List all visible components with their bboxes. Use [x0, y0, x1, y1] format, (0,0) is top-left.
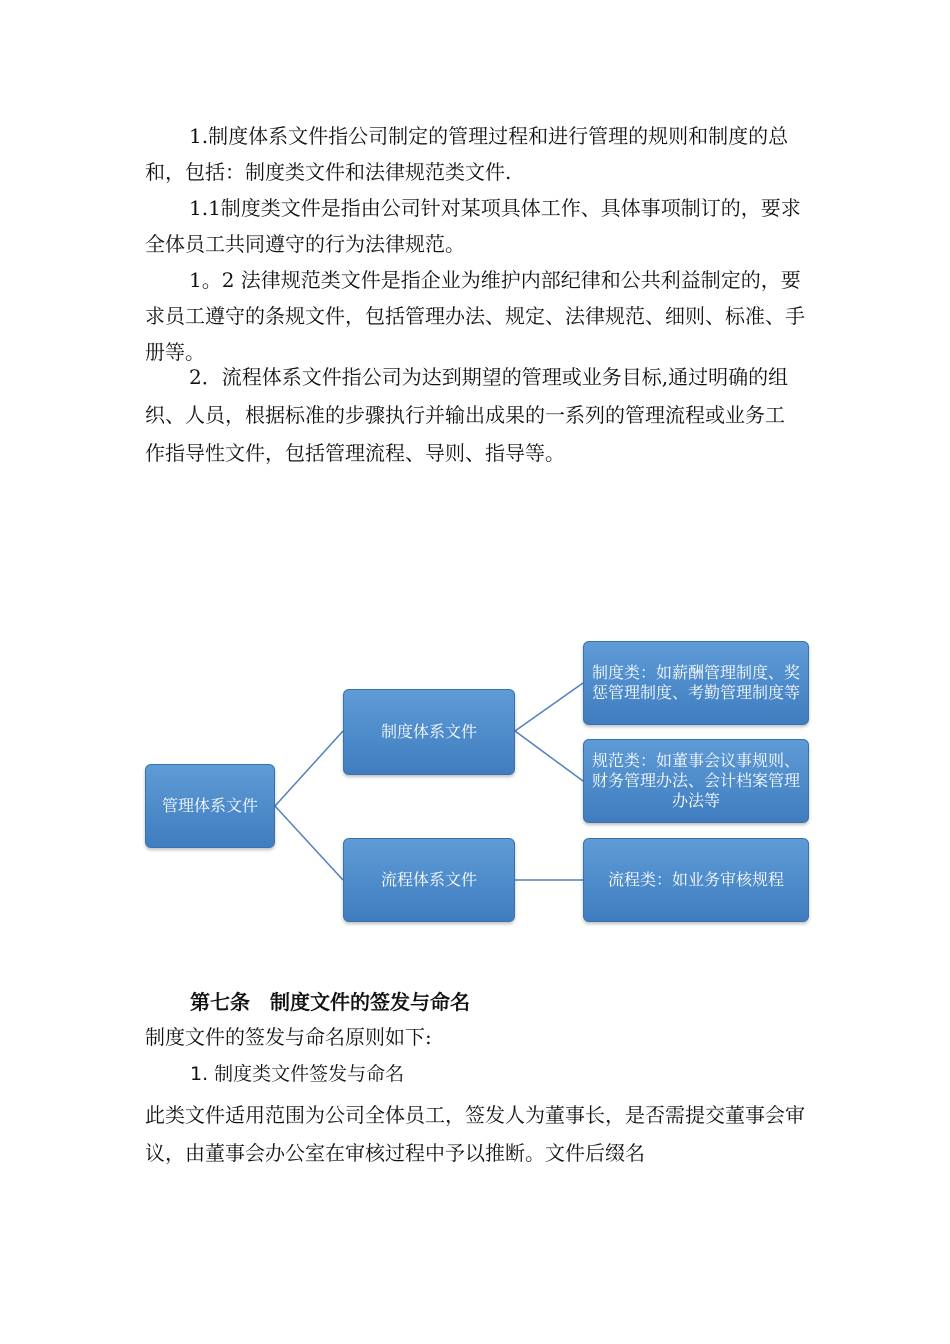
item-1-title: 1. 制度类文件签发与命名: [190, 1063, 405, 1085]
node-system-category: 制度类：如薪酬管理制度、奖惩管理制度、考勤管理制度等: [583, 641, 809, 725]
section-heading: 第七条 制度文件的签发与命名: [190, 990, 470, 1014]
item-1-body: 此类文件适用范围为公司全体员工，签发人为董事长，是否需提交董事会审议，由董事会办公室在审核过程中予以推断。文件后缀名: [145, 1103, 805, 1165]
paragraph-1-1: 1.1制度类文件是指由公司针对某项具体工作、具体事项制订的，要求全体员工共同遵守的行为法律规范。: [145, 196, 801, 256]
node-system-docs: 制度体系文件: [343, 689, 515, 775]
paragraph-2: 2．流程体系文件指公司为达到期望的管理或业务目标,通过明确的组织、人员，根据标准的步骤执行并输出成果的一系列的管理流程或业务工作指导性文件，包括管理流程、导则、指导等。: [145, 365, 789, 465]
node-regulation-category: 规范类：如董事会议事规则、财务管理办法、会计档案管理办法等: [583, 739, 809, 823]
paragraph-1-2: 1。2 法律规范类文件是指企业为维护内部纪律和公共利益制定的，要求员工遵守的条规文件，包括管理办法、规定、法律规范、细则、标准、手册等。: [145, 268, 805, 364]
node-process-docs: 流程体系文件: [343, 838, 515, 922]
paragraph-1: 1.制度体系文件指公司制定的管理过程和进行管理的规则和制度的总和，包括：制度类文件和法律规范类文件.: [145, 124, 789, 184]
node-management-system-docs: 管理体系文件: [145, 764, 275, 848]
section-intro: 制度文件的签发与命名原则如下:: [145, 1025, 432, 1049]
node-process-category: 流程类：如业务审核规程: [583, 838, 809, 922]
